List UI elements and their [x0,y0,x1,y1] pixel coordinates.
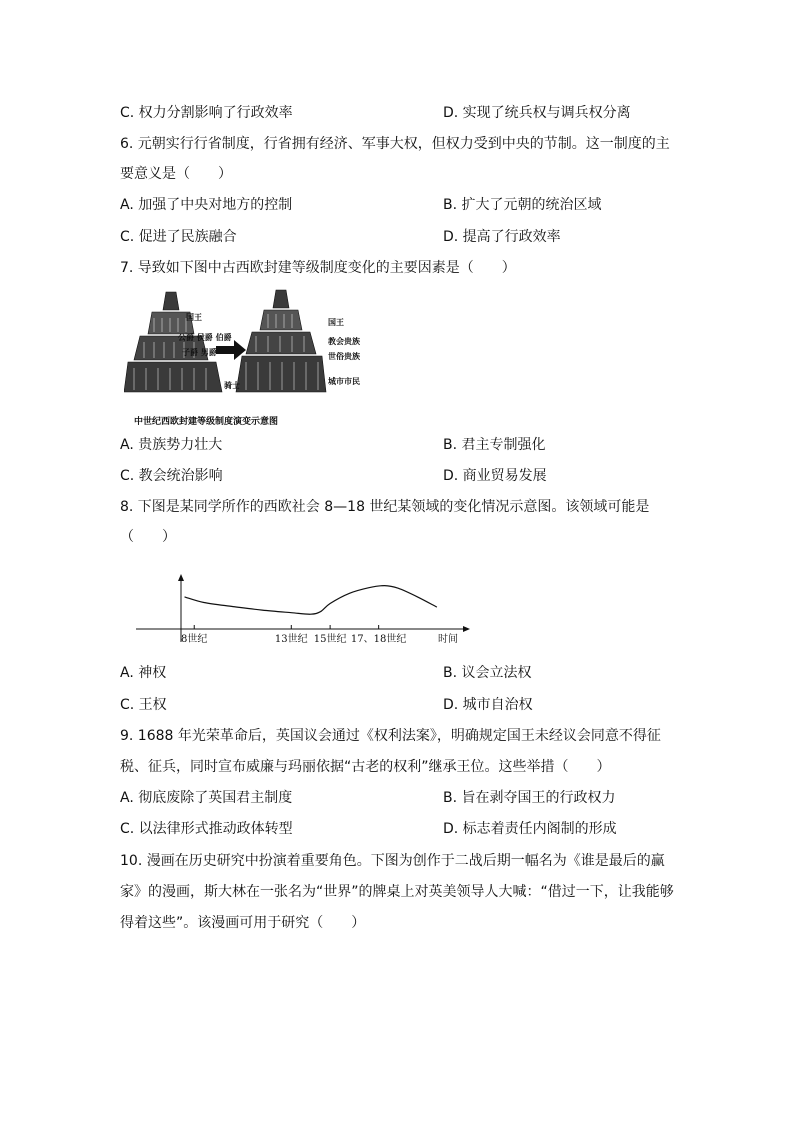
trend-line-chart [136,572,476,652]
q7-option-c: C. 教会统治影响 [120,468,223,484]
x-tick-label: 17、18世纪 [350,634,407,645]
q7-stem: 7. 导致如下图中古西欧封建等级制度变化的主要因素是（ ） [120,260,516,276]
q9-option-a: A. 彻底废除了英国君主制度 [120,790,293,806]
q5-option-d: D. 实现了统兵权与调兵权分离 [443,105,631,121]
q6-stem-line-1: 6. 元朝实行行省制度，行省拥有经济、军事大权，但权力受到中央的节制。这一制度的主 [120,136,670,152]
q9-stem-line-1: 9. 1688 年光荣革命后，英国议会通过《权利法案》，明确规定国王未经议会同意不得征 [120,728,661,744]
trend-series-line [185,586,437,615]
q9-option-b: B. 旨在剥夺国王的行政权力 [443,790,616,806]
left-label-king: 国王 [186,313,202,322]
q8-option-a: A. 神权 [120,665,167,681]
q6-option-d: D. 提高了行政效率 [443,229,561,245]
y-axis-arrowhead [178,574,184,581]
right-label-nobility: 世俗贵族 [328,352,360,361]
q10-stem-line-2: 家》的漫画，斯大林在一张名为“世界”的牌桌上对英美领导人大喊：“借过一下，让我能够 [120,884,674,900]
q7-option-d: D. 商业贸易发展 [443,468,547,484]
left-label-knights: 骑士 [224,381,240,390]
x-tick-label: 15世纪 [313,634,347,645]
figure-caption: 中世纪西欧封建等级制度演变示意图 [134,417,279,427]
x-axis-label: 时间 [438,634,458,645]
left-label-viscounts: 子爵 男爵 [182,348,217,357]
q8-stem-line-1: 8. 下图是某同学所作的西欧社会 8—18 世纪某领域的变化情况示意图。该领域可能是 [120,499,650,515]
q7-option-b: B. 君主专制强化 [443,437,546,453]
right-label-king: 国王 [328,318,344,327]
x-tick-label: 8世纪 [181,634,208,645]
q5-option-c: C. 权力分割影响了行政效率 [120,105,293,121]
x-axis-arrowhead [463,626,470,632]
q10-stem-line-3: 得着这些”。该漫画可用于研究（ ） [120,915,366,931]
q8-stem-line-2: （ ） [120,529,176,545]
x-tick-label: 13世纪 [274,634,308,645]
q6-option-b: B. 扩大了元朝的统治区域 [443,197,602,213]
q10-stem-line-1: 10. 漫画在历史研究中扮演着重要角色。下图为创作于二战后期一幅名为《谁是最后的赢 [120,853,665,869]
left-label-dukes: 公爵 侯爵 伯爵 [178,333,232,342]
q9-stem-line-2: 税、征兵，同时宣布威廉与玛丽依据“古老的权利”继承王位。这些举措（ ） [120,759,611,775]
right-label-clergy: 教会贵族 [328,337,360,346]
q8-option-c: C. 王权 [120,697,167,713]
q7-option-a: A. 贵族势力壮大 [120,437,223,453]
transition-arrow [216,340,246,360]
q6-stem-line-2: 要意义是（ ） [120,166,232,182]
right-label-citizens: 城市市民 [328,377,360,386]
q6-option-a: A. 加强了中央对地方的控制 [120,197,293,213]
q8-option-d: D. 城市自治权 [443,697,533,713]
feudal-hierarchy-figure [124,284,364,430]
q9-option-c: C. 以法律形式推动政体转型 [120,821,293,837]
q6-option-c: C. 促进了民族融合 [120,229,237,245]
q9-option-d: D. 标志着责任内阁制的形成 [443,821,617,837]
q8-option-b: B. 议会立法权 [443,665,532,681]
